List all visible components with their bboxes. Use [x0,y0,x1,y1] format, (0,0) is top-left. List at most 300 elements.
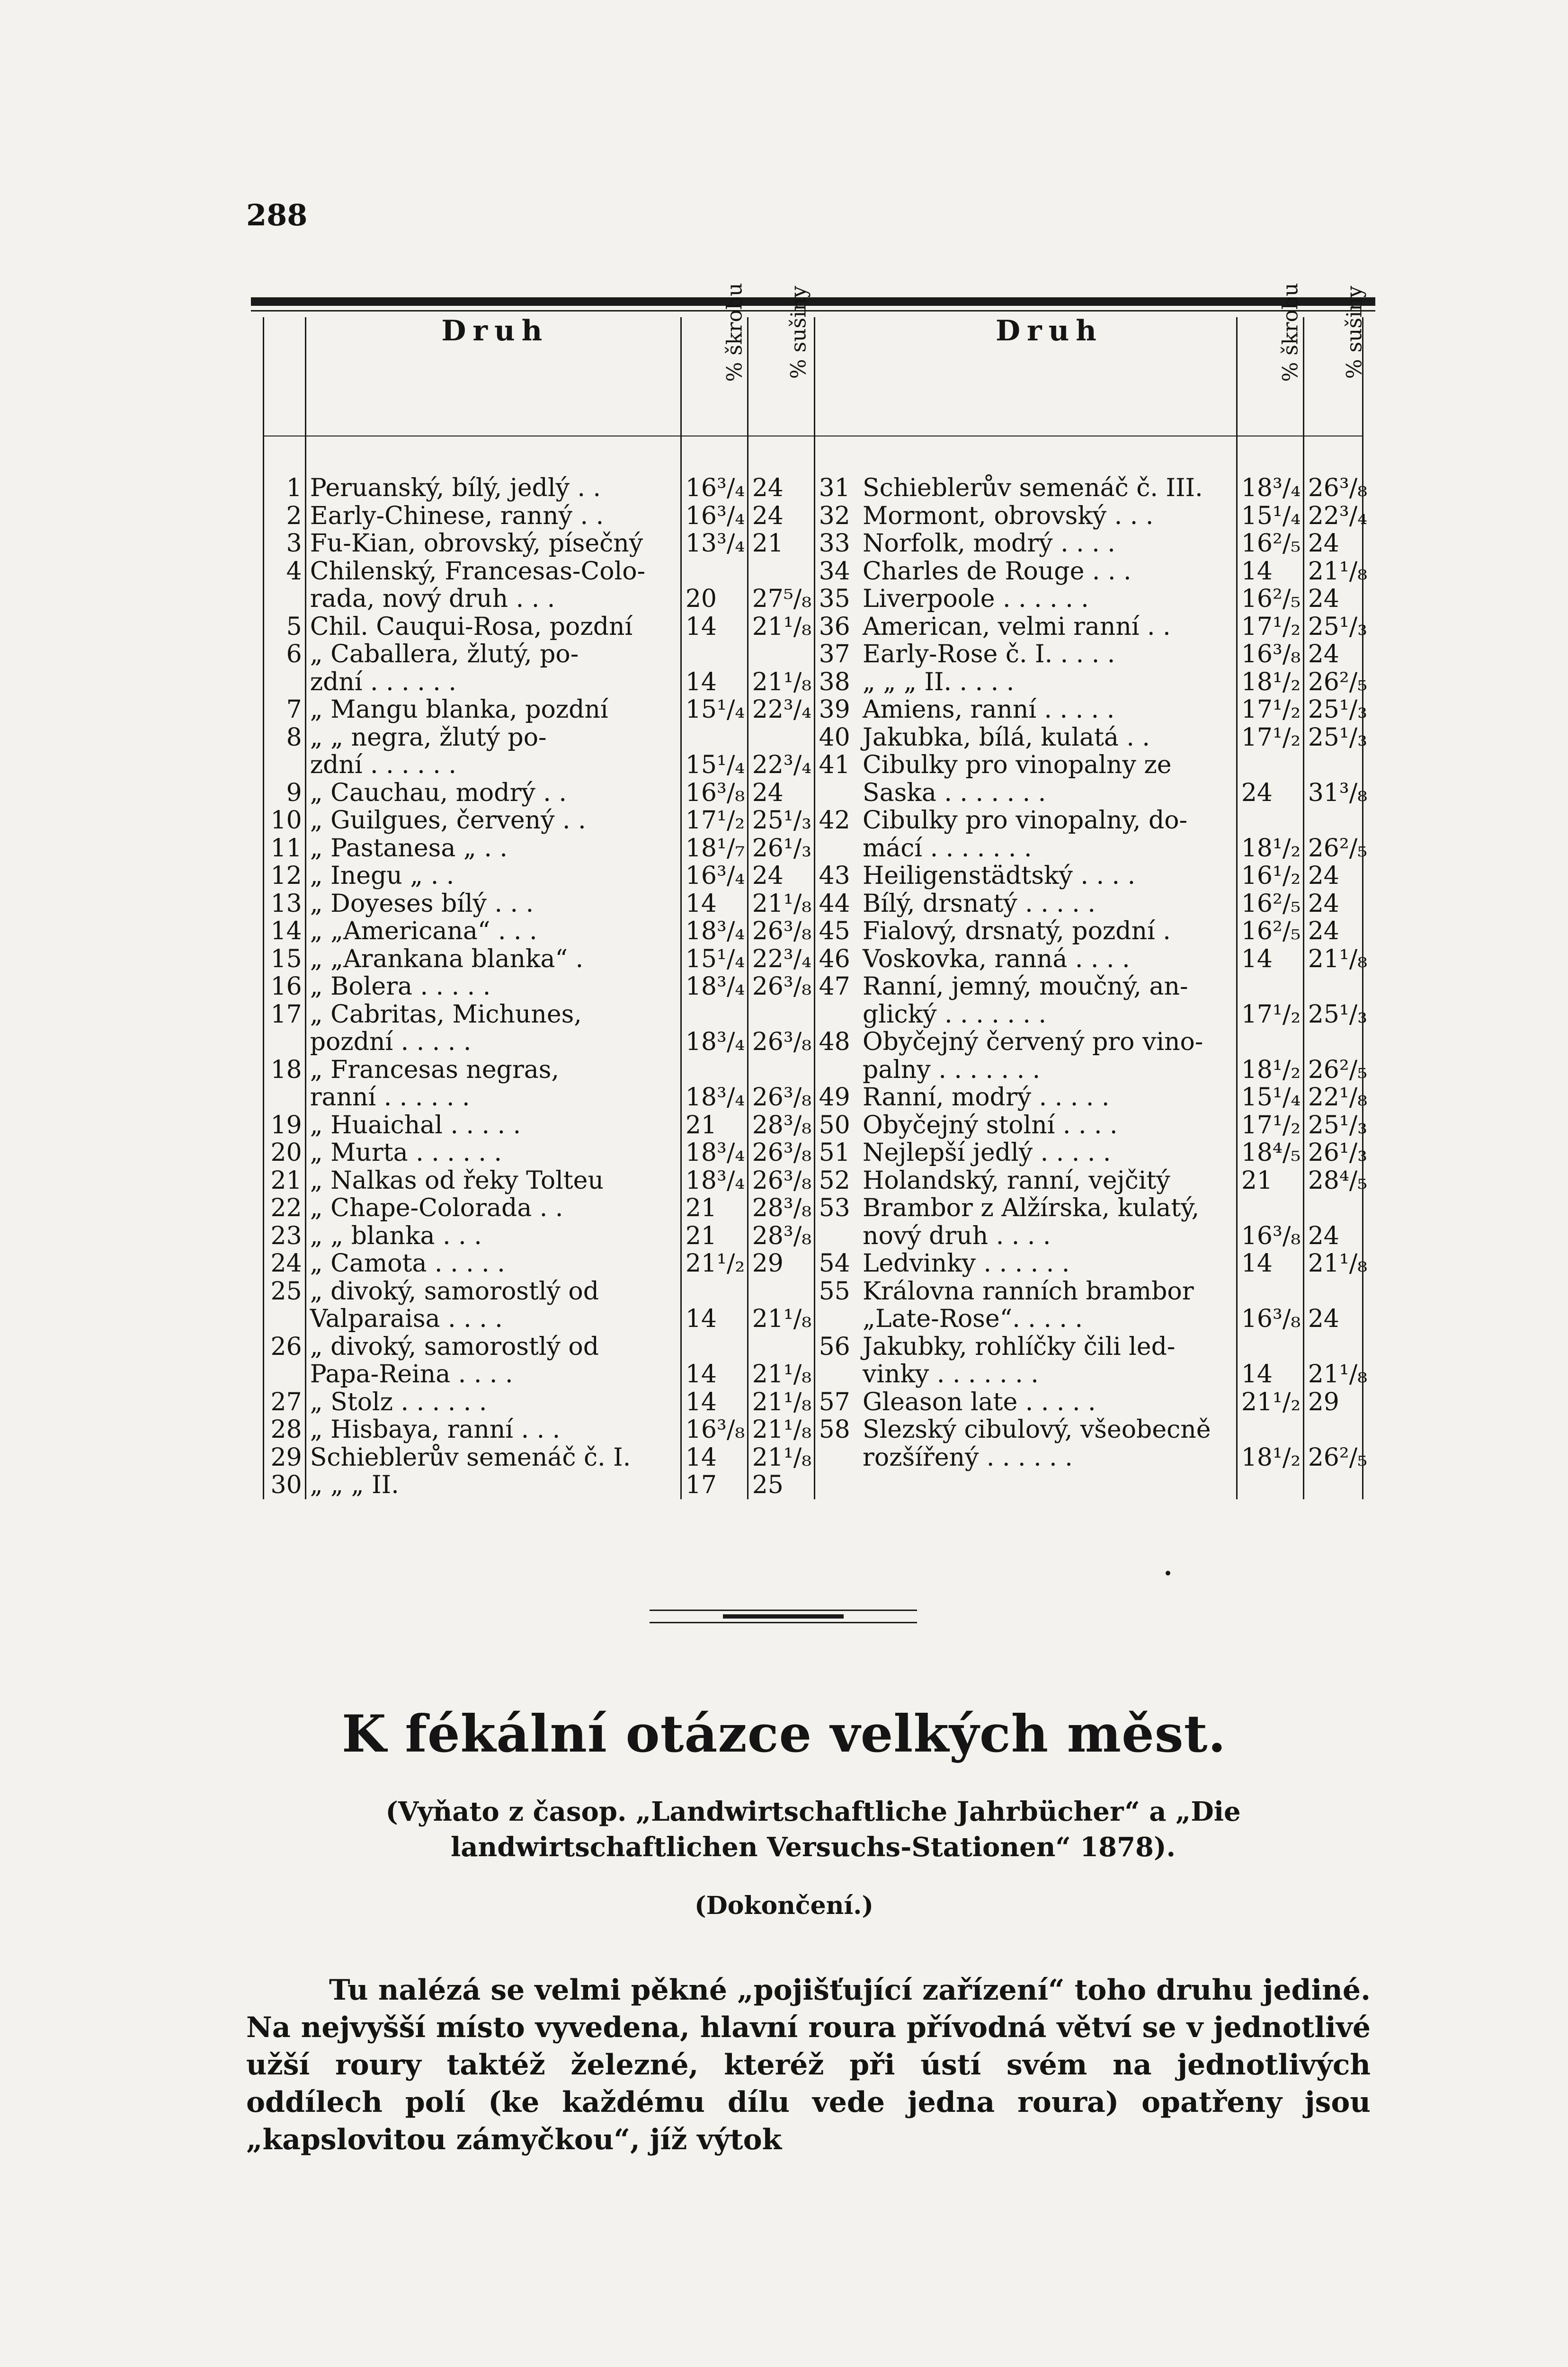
cell-a2: 18¹/₂ [1237,668,1303,696]
table-row [264,751,1363,779]
cell-n1: 16 [264,973,306,1001]
cell-n1: 19 [264,1112,306,1139]
cell-n2: 43 [814,862,859,890]
cell-b2: 21¹/₈ [1303,1250,1363,1278]
table-row [264,1001,1363,1029]
cell-name2: Fialový, drsnatý, pozdní . [863,917,1171,945]
cell-name2: „Late-Rose“. . . . . [863,1305,1083,1333]
cell-name2: Schieblerův semenáč č. III. [863,474,1203,502]
cell-name2: Ledvinky . . . . . . [863,1249,1070,1278]
cell-a1 [681,558,748,586]
cell-b1: 28³/₈ [748,1194,814,1222]
table-row [264,1194,1363,1222]
header-druh-left: Druh [305,317,681,436]
cell-n1: 18 [264,1056,306,1084]
cell-n2: 42 [814,807,859,835]
cell-n1: 24 [264,1250,306,1278]
cell-name1: „ divoký, samorostlý od [310,1277,599,1306]
table-row [264,1167,1363,1195]
cell-b1: 26³/₈ [748,973,814,1001]
table-row [264,1388,1363,1416]
cell-n1: 8 [264,724,306,752]
cell-a2: 18¹/₂ [1237,1056,1303,1084]
cell-a2 [1237,973,1303,1001]
cell-n1: 1 [264,474,306,502]
cell-a1: 18³/₄ [681,973,748,1001]
cell-name2: Mormont, obrovský . . . [863,501,1154,530]
cell-b1: 21¹/₈ [748,1305,814,1333]
cell-a1: 16³/₈ [681,779,748,807]
cell-n1: 9 [264,779,306,807]
cell-name1: „ Pastanesa „ . . [310,834,508,863]
cell-a2 [1237,1416,1303,1444]
cell-a2: 18¹/₂ [1237,1444,1303,1472]
cell-name1: „ Cauchau, modrý . . [310,778,567,807]
cell-a1: 18³/₄ [681,1028,748,1056]
cell-n2: 56 [814,1333,859,1361]
cell-n2: 35 [814,585,859,613]
table-row [264,862,1363,890]
cell-b1 [748,724,814,752]
cell-n2: 54 [814,1250,859,1278]
cell-n2 [814,779,859,807]
cell-a2: 16²/₅ [1237,917,1303,945]
cell-name2: vinky . . . . . . . [863,1360,1039,1388]
header-druh-right: Druh [859,317,1237,436]
table-row [264,1278,1363,1306]
cell-name1: Chil. Cauqui-Rosa, pozdní [310,612,633,641]
section-divider-bar [723,1614,844,1619]
table-row [264,807,1363,835]
cell-b2 [1303,1028,1363,1056]
cell-n2 [814,1056,859,1084]
cell-b2: 21¹/₈ [1303,1361,1363,1388]
cell-a1: 21 [681,1112,748,1139]
cell-b2 [1303,751,1363,779]
cell-b2: 31³/₈ [1303,779,1363,807]
cell-b1: 26³/₈ [748,1084,814,1112]
article-title: K fékální otázce velkých měst. [341,1704,1227,1764]
cell-a2: 14 [1237,945,1303,973]
table-row [264,502,1363,530]
cell-a1: 21¹/₂ [681,1250,748,1278]
cell-name1: „ divoký, samorostlý od [310,1332,599,1361]
cell-n2 [814,1222,859,1250]
cell-n1: 3 [264,530,306,558]
table-row [264,1028,1363,1056]
table-row [264,1333,1363,1361]
cell-b1: 21 [748,530,814,558]
cell-n2: 55 [814,1278,859,1306]
cell-name2: Jakubka, bílá, kulatá . . [863,723,1150,752]
cell-a1: 15¹/₄ [681,945,748,973]
cell-a2 [1237,1028,1303,1056]
cell-name1: „ „Americana“ . . . [310,917,537,945]
cell-b2: 26²/₅ [1303,668,1363,696]
cell-name1: „ Caballera, žlutý, po- [310,640,579,668]
cell-b1: 21¹/₈ [748,890,814,918]
cell-a1 [681,724,748,752]
cell-b2: 25¹/₃ [1303,613,1363,641]
cell-a1: 15¹/₄ [681,751,748,779]
table-row [264,1084,1363,1112]
cell-n2: 48 [814,1028,859,1056]
cell-name2: glický . . . . . . . [863,1000,1046,1029]
cell-a1: 18³/₄ [681,1167,748,1195]
cell-n2: 31 [814,474,859,502]
cell-b1: 21¹/₈ [748,1444,814,1472]
cell-name2: Ranní, modrý . . . . . [863,1083,1110,1112]
cell-n2: 39 [814,696,859,724]
cell-n1: 13 [264,890,306,918]
cell-b1: 26³/₈ [748,1167,814,1195]
cell-a1: 21 [681,1222,748,1250]
cell-name1: Chilenský, Francesas-Colo- [310,557,646,586]
cell-b2: 21¹/₈ [1303,945,1363,973]
cell-b1: 21¹/₈ [748,1416,814,1444]
cell-b1: 24 [748,862,814,890]
cell-b2: 22¹/₈ [1303,1084,1363,1112]
table-row [264,668,1363,696]
cell-b1: 24 [748,779,814,807]
cell-name2: rozšířený . . . . . . [863,1443,1073,1472]
cell-a1: 16³/₈ [681,1416,748,1444]
cell-b2: 24 [1303,1305,1363,1333]
cell-a1: 16³/₄ [681,862,748,890]
cell-a1: 18³/₄ [681,1139,748,1167]
cell-a2 [1237,1333,1303,1361]
cell-b1: 21¹/₈ [748,1361,814,1388]
cell-b1: 21¹/₈ [748,668,814,696]
cell-a2: 21¹/₂ [1237,1388,1303,1416]
cell-name2: Jakubky, rohlíčky čili led- [863,1332,1176,1361]
cell-n1: 27 [264,1388,306,1416]
table-row [264,530,1363,558]
cell-n1 [264,751,306,779]
cell-n1 [264,1305,306,1333]
cell-name2: American, velmi ranní . . [863,612,1171,641]
cell-name2: Gleason late . . . . . [863,1388,1096,1416]
cell-name2: Early-Rose č. I. . . . . [863,640,1115,668]
cell-n2: 45 [814,917,859,945]
cell-a1: 14 [681,1388,748,1416]
cell-n1: 30 [264,1471,306,1499]
cell-name2: Charles de Rouge . . . [863,557,1131,586]
table-row [264,1305,1363,1333]
cell-b2 [1303,1471,1363,1499]
cell-b2: 24 [1303,641,1363,668]
cell-name2: nový druh . . . . [863,1221,1051,1250]
cell-a2: 14 [1237,1250,1303,1278]
cell-n2 [814,1001,859,1029]
cell-b1: 29 [748,1250,814,1278]
table-top-rule-thin [251,310,1375,311]
cell-a2: 18⁴/₅ [1237,1139,1303,1167]
cell-n1: 5 [264,613,306,641]
cell-a1: 16³/₄ [681,502,748,530]
cell-b2: 24 [1303,530,1363,558]
cell-b2 [1303,973,1363,1001]
cell-b1: 24 [748,502,814,530]
cell-b2: 26²/₅ [1303,1444,1363,1472]
cell-n1: 4 [264,558,306,586]
cell-n1 [264,668,306,696]
cell-b1: 26³/₈ [748,917,814,945]
cell-a1: 14 [681,1361,748,1388]
table-row [264,1139,1363,1167]
cell-a1 [681,1001,748,1029]
cell-a2 [1237,1278,1303,1306]
table-row [264,724,1363,752]
cell-n1: 17 [264,1001,306,1029]
cell-name2: Slezský cibulový, všeobecně [863,1415,1211,1444]
table-row [264,585,1363,613]
cell-a1: 14 [681,1305,748,1333]
cell-name2: Holandský, ranní, vejčitý [863,1166,1170,1195]
cell-name1: „ Stolz . . . . . . [310,1388,487,1416]
cell-a1: 14 [681,668,748,696]
cell-name1: „ Huaichal . . . . . [310,1111,521,1139]
cell-a2: 15¹/₄ [1237,1084,1303,1112]
table-header-row [264,317,1363,436]
cell-n2: 44 [814,890,859,918]
cell-n1: 10 [264,807,306,835]
cell-n1: 28 [264,1416,306,1444]
cell-n2: 34 [814,558,859,586]
cell-b2 [1303,1416,1363,1444]
cell-n1: 26 [264,1333,306,1361]
cell-b2: 26²/₅ [1303,1056,1363,1084]
cell-a2: 16³/₈ [1237,1222,1303,1250]
header-skrobu-left: % škrobu [681,317,748,436]
cell-name2: Saska . . . . . . . [863,778,1046,807]
cell-b2: 22³/₄ [1303,502,1363,530]
cell-a2: 15¹/₄ [1237,502,1303,530]
cell-name2: Brambor z Alžírska, kulatý, [863,1194,1200,1222]
cell-name2: Královna ranních brambor [863,1277,1194,1306]
cell-n2: 52 [814,1167,859,1195]
cell-a1: 17 [681,1471,748,1499]
cell-name1: „ Mangu blanka, pozdní [310,695,608,724]
header-susiny-left: % sušiny [748,317,814,436]
cell-name1: „ Hisbaya, ranní . . . [310,1415,561,1444]
cell-a2: 16²/₅ [1237,890,1303,918]
cell-b2: 24 [1303,890,1363,918]
cell-b1 [748,1001,814,1029]
cell-a1: 20 [681,585,748,613]
table-row [264,1112,1363,1139]
article-body [246,1972,1371,2159]
table-row [264,973,1363,1001]
cell-name1: „ „Arankana blanka“ . [310,944,584,973]
cell-a2: 17¹/₂ [1237,1112,1303,1139]
header-num-left [264,317,306,436]
cell-name2: Obyčejný stolní . . . . [863,1111,1118,1139]
cell-b1: 26¹/₃ [748,835,814,863]
article-continued-note: (Dokončení.) [695,1891,873,1920]
cell-a1: 17¹/₂ [681,807,748,835]
cell-name1: rada, nový druh . . . [310,585,555,613]
cell-n2: 36 [814,613,859,641]
cell-b1 [748,558,814,586]
table-row [264,945,1363,973]
cell-b1: 26³/₈ [748,1028,814,1056]
cell-name1: „ Chape-Colorada . . [310,1194,563,1222]
cell-name2: Bílý, drsnatý . . . . . [863,889,1096,918]
cell-a2: 14 [1237,558,1303,586]
cell-a2: 18¹/₂ [1237,835,1303,863]
cell-n2 [814,835,859,863]
cell-a2 [1237,1471,1303,1499]
cell-name2: Ranní, jemný, moučný, an- [863,972,1188,1001]
table-row [264,779,1363,807]
cell-name1: Schieblerův semenáč č. I. [310,1443,631,1472]
cell-b1: 21¹/₈ [748,1388,814,1416]
cell-n1 [264,585,306,613]
cell-b2: 25¹/₃ [1303,1112,1363,1139]
cell-a2 [1237,1194,1303,1222]
cell-a1 [681,1333,748,1361]
cell-a1: 15¹/₄ [681,696,748,724]
cell-name1: zdní . . . . . . [310,667,456,696]
cell-b1: 22³/₄ [748,696,814,724]
table-row [264,1222,1363,1250]
cell-name2 [859,1471,1237,1499]
cell-n1: 25 [264,1278,306,1306]
cell-name1: „ Doyeses bílý . . . [310,889,534,918]
cell-n2: 46 [814,945,859,973]
cell-b1: 22³/₄ [748,751,814,779]
cell-n2 [814,1471,859,1499]
cell-name1: „ Cabritas, Michunes, [310,1000,582,1029]
cell-a2: 16³/₈ [1237,1305,1303,1333]
cell-name2: Cibulky pro vinopalny, do- [863,806,1188,835]
cell-n2: 32 [814,502,859,530]
cell-b2 [1303,1194,1363,1222]
article-paragraph: Tu nalézá se velmi pěkné „pojišťující zařízení“ toho druhu jediné. Na nejvyšší místo vyvedena, hlavní roura přívodná větví se v jednotlivé užší roury taktéž železné, kteréž při ústí svém na jednotlivých oddílech polí (ke každému dílu vede jedna roura) opatřeny jsou „kapslovitou zámyčkou“, jíž výtok [246,1974,1371,2156]
cell-b2: 21¹/₈ [1303,558,1363,586]
table-row [264,474,1363,502]
cell-a2: 17¹/₂ [1237,724,1303,752]
cell-a1: 14 [681,890,748,918]
cell-name1: „ Francesas negras, [310,1055,560,1084]
cell-name1: Valparaisa . . . . [310,1305,503,1333]
cell-name1: „ Guilgues, červený . . [310,806,586,835]
cell-name1: „ Bolera . . . . . [310,972,491,1001]
cell-b2: 25¹/₃ [1303,724,1363,752]
cell-name1: Early-Chinese, ranný . . [310,501,604,530]
cell-b1: 25 [748,1471,814,1499]
cell-n1: 14 [264,917,306,945]
cell-a2: 24 [1237,779,1303,807]
cell-name1: „ Inegu „ . . [310,862,454,890]
cell-b1: 21¹/₈ [748,613,814,641]
cell-n1: 6 [264,641,306,668]
cell-a1: 18³/₄ [681,917,748,945]
cell-b1: 24 [748,474,814,502]
cell-b1 [748,1333,814,1361]
cell-a2: 16¹/₂ [1237,862,1303,890]
cell-name2: Liverpoole . . . . . . [863,585,1089,613]
cell-a2: 16³/₈ [1237,641,1303,668]
cell-n2: 38 [814,668,859,696]
cell-n1: 20 [264,1139,306,1167]
cell-b1: 26³/₈ [748,1139,814,1167]
table-row [264,1416,1363,1444]
cell-n2: 37 [814,641,859,668]
cell-b1: 28³/₈ [748,1112,814,1139]
cell-b2: 24 [1303,862,1363,890]
cell-a2: 21 [1237,1167,1303,1195]
table-row [264,613,1363,641]
cell-b1: 25¹/₃ [748,807,814,835]
cell-n1 [264,1028,306,1056]
cell-a1 [681,641,748,668]
cell-n1: 7 [264,696,306,724]
cell-name2: Voskovka, ranná . . . . [863,944,1130,973]
cell-name1: ranní . . . . . . [310,1083,470,1112]
cell-n2: 57 [814,1388,859,1416]
header-num-right [814,317,859,436]
cell-name2: Obyčejný červený pro vino- [863,1028,1203,1056]
table-row [264,641,1363,668]
cell-a1: 18³/₄ [681,1084,748,1112]
table-spacer-row [264,436,1363,474]
cell-a2 [1237,807,1303,835]
cell-b1 [748,1278,814,1306]
cell-a2: 17¹/₂ [1237,613,1303,641]
cell-a2: 16²/₅ [1237,585,1303,613]
cell-n1: 21 [264,1167,306,1195]
cell-a1: 18¹/₇ [681,835,748,863]
cell-b1 [748,641,814,668]
table-row [264,890,1363,918]
cell-b2: 29 [1303,1388,1363,1416]
cell-a1: 14 [681,1444,748,1472]
cell-n1 [264,1084,306,1112]
cell-n1: 23 [264,1222,306,1250]
cell-a1: 14 [681,613,748,641]
cell-n1: 12 [264,862,306,890]
cell-name1: pozdní . . . . . [310,1028,472,1056]
header-skrobu-right: % škrobu [1237,317,1303,436]
cell-name1: zdní . . . . . . [310,751,456,779]
cell-n2: 49 [814,1084,859,1112]
cell-b1: 22³/₄ [748,945,814,973]
cell-a1 [681,1278,748,1306]
cell-b2 [1303,807,1363,835]
header-susiny-right: % sušiny [1303,317,1363,436]
cell-n2: 47 [814,973,859,1001]
cell-n1: 11 [264,835,306,863]
cell-name1: Papa-Reina . . . . [310,1360,513,1388]
table-row [264,917,1363,945]
table-row [264,835,1363,863]
table-row [264,1250,1363,1278]
cell-name1: „ Nalkas od řeky Tolteu [310,1166,604,1195]
cell-name1: Peruanský, bílý, jedlý . . [310,474,601,502]
cell-n2: 33 [814,530,859,558]
cell-a1: 21 [681,1194,748,1222]
cell-n2: 53 [814,1194,859,1222]
cell-n2: 50 [814,1112,859,1139]
cell-b2: 24 [1303,585,1363,613]
table-top-rule [251,297,1375,306]
section-divider-bottom [650,1622,917,1623]
cell-n1: 29 [264,1444,306,1472]
cell-n1: 15 [264,945,306,973]
cell-a1: 16³/₄ [681,474,748,502]
